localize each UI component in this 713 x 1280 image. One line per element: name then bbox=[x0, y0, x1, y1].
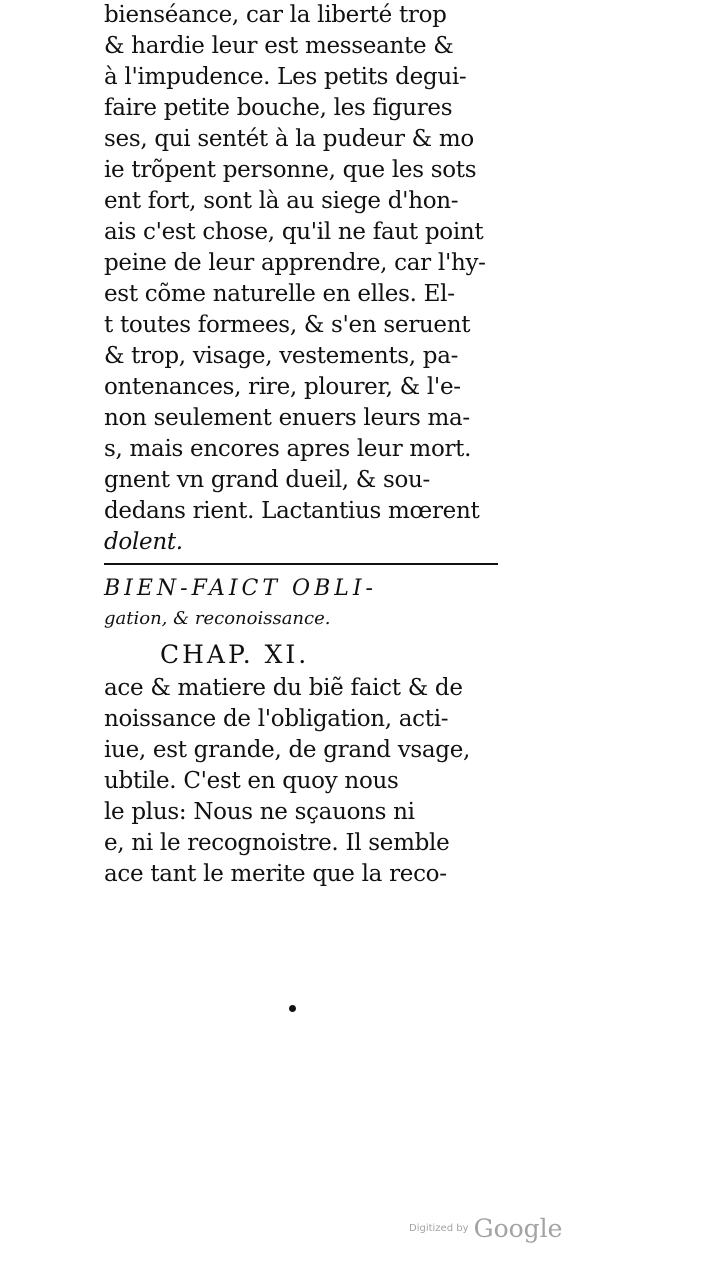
text-line: gnent vn grand dueil, & sou- bbox=[104, 467, 431, 493]
text-line: le plus: Nous ne sçauons ni bbox=[104, 799, 415, 825]
text-line: faire petite bouche, les figures bbox=[104, 95, 453, 121]
watermark-prefix: Digitized by bbox=[409, 1223, 469, 1234]
text-line: bienséance, car la liberté trop bbox=[104, 2, 447, 28]
section-divider bbox=[104, 563, 498, 565]
lower-paragraph bbox=[104, 673, 504, 890]
text-line: t toutes formees, & s'en seruent bbox=[104, 312, 471, 338]
text-line: s, mais encores apres leur mort. bbox=[104, 436, 472, 462]
ink-spot bbox=[289, 1005, 296, 1012]
section-subheading: gation, & reconoissance. bbox=[104, 608, 331, 629]
text-line: dedans rient. Lactantius mœrent bbox=[104, 498, 480, 524]
text-line: & hardie leur est messeante & bbox=[104, 33, 454, 59]
text-line: ubtile. C'est en quoy nous bbox=[104, 768, 399, 794]
text-line: ace & matiere du biẽ faict & de bbox=[104, 675, 463, 701]
text-line: non seulement enuers leurs ma- bbox=[104, 405, 470, 431]
text-line: ace tant le merite que la reco- bbox=[104, 861, 447, 887]
text-line: noissance de l'obligation, acti- bbox=[104, 706, 449, 732]
text-line: à l'impudence. Les petits degui- bbox=[104, 64, 467, 90]
digitized-watermark bbox=[409, 1214, 562, 1243]
upper-paragraph bbox=[104, 0, 504, 558]
text-line: peine de leur apprendre, car l'hy- bbox=[104, 250, 486, 276]
text-line: ses, qui sentét à la pudeur & mo bbox=[104, 126, 474, 152]
text-line: ie trõpent personne, que les sots bbox=[104, 157, 477, 183]
section-heading: BIEN-FAICT OBLI- bbox=[104, 576, 377, 601]
text-line: ent fort, sont là au siege d'hon- bbox=[104, 188, 459, 214]
text-line: ais c'est chose, qu'il ne faut point bbox=[104, 219, 484, 245]
text-line: & trop, visage, vestements, pa- bbox=[104, 343, 459, 369]
text-line: e, ni le recognoistre. Il semble bbox=[104, 830, 450, 856]
text-line: est cõme naturelle en elles. El- bbox=[104, 281, 455, 307]
google-logo: Google bbox=[473, 1214, 563, 1243]
text-line: iue, est grande, de grand vsage, bbox=[104, 737, 471, 763]
text-line-final: dolent. bbox=[104, 529, 183, 555]
chapter-title: CHAP. XI. bbox=[160, 640, 310, 669]
text-line: ontenances, rire, plourer, & l'e- bbox=[104, 374, 461, 400]
